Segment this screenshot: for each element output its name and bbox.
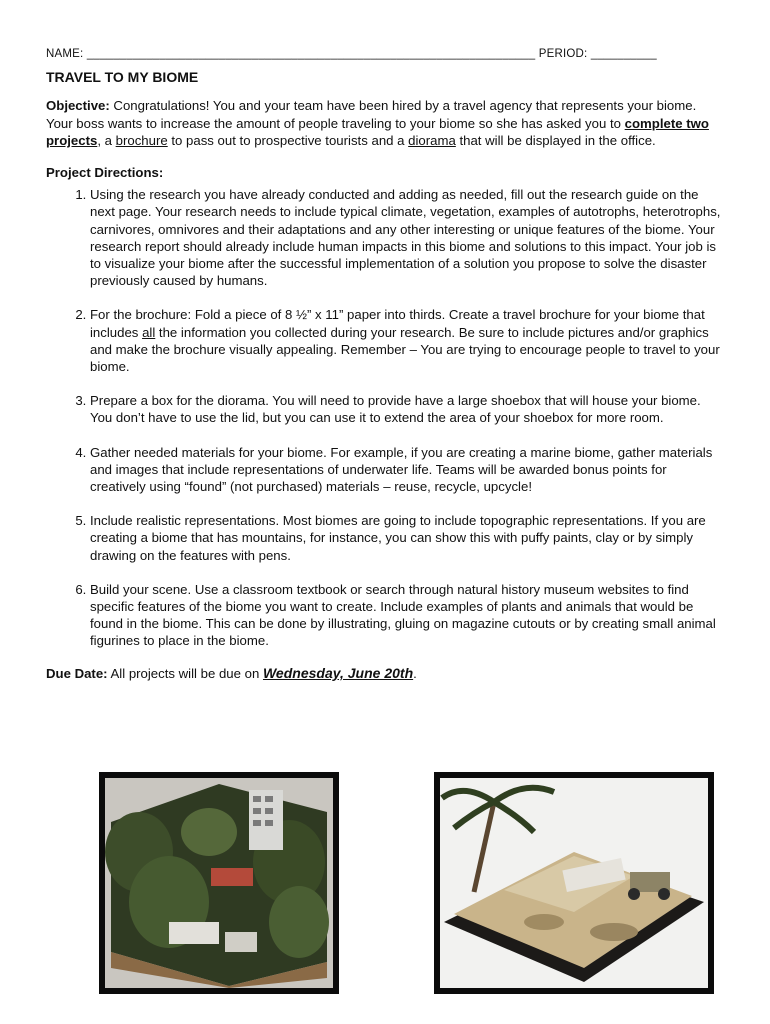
directions-list — [46, 186, 726, 649]
direction-text-5: Include realistic representations. Most biomes are going to include topographic representations. If you are creating a biome that has mountains, for instance, you can show this with puffy paints, clay or by simply drawing on the features with pens. — [90, 513, 706, 563]
due-end: . — [413, 665, 417, 681]
objective-text-2: , a — [97, 132, 116, 148]
header-line — [46, 46, 726, 63]
objective-text-4: that will be displayed in the office. — [455, 132, 656, 148]
objective-diorama: diorama — [408, 132, 456, 148]
direction-item-2 — [90, 306, 726, 375]
diorama-photo-forest-city — [99, 772, 339, 994]
objective-label: Objective: — [46, 98, 110, 114]
direction-text-2b: the information you collected during your research. Be sure to include pictures and/or graphics and make the brochure visually appealing. Remember – You are trying to encourage people to travel to your biome. — [90, 324, 720, 375]
objective-text-1: Congratulations! You and your team have been hired by a travel agency that represents your biome. Your boss wants to increase the amount of people traveling to your biome so she has asked you to — [46, 98, 697, 131]
due-text: All projects will be due on — [107, 665, 263, 681]
page-title: TRAVEL TO MY BIOME — [46, 69, 199, 86]
worksheet-page — [46, 46, 726, 682]
objective-brochure: brochure — [115, 132, 168, 148]
direction-text-1: Using the research you have already conducted and adding as needed, fill out the research guide on the next page. Your research needs to include typical climate, vegetation, examples of autotrophs, heterotrophs, carnivores, omnivores and their adaptations and any other interesting or unique features of the biome. Your research report should already include human impacts in this biome and solutions to this impact. Your job is to visualize your biome after the successful implementation of a solution you propose to solve the disaster previously caused by humans. — [90, 187, 721, 289]
direction-text-4: Gather needed materials for your biome. For example, if you are creating a marine biome, gather materials and images that include representations of underwater life. Teams will be awarded bonus points for creatively using “found” (not purchased) materials – reuse, recycle, upcycle! — [90, 444, 713, 495]
due-label: Due Date: — [46, 665, 108, 681]
direction-item-3 — [90, 392, 726, 426]
name-label: NAME: — [46, 48, 84, 60]
period-blank: __________ — [590, 48, 657, 60]
objective-paragraph — [46, 97, 726, 149]
direction-text-6: Build your scene. Use a classroom textbook or search through natural history museum websites to find specific features of the biome you want to create. Include examples of plants and animals that would be found in the biome. This can be done by illustrating, gluing on magazine cutouts or by creating small animal figurines to place in the biome. — [90, 581, 716, 649]
diorama-photo-desert — [434, 772, 714, 994]
due-date-value: Wednesday, June 20th — [262, 664, 414, 681]
direction-text-2-all: all — [142, 324, 156, 340]
objective-text-3: to pass out to prospective tourists and a — [167, 132, 409, 148]
direction-text-3: Prepare a box for the diorama. You will need to provide have a large shoebox that will house your biome. You don’t have to use the lid, but you can use it to extend the area of your shoebox for more room. — [90, 393, 701, 426]
direction-item-6 — [90, 581, 726, 650]
period-label: PERIOD: — [538, 48, 588, 60]
direction-item-5 — [90, 512, 726, 564]
direction-item-1 — [90, 186, 726, 289]
direction-text-2a: For the brochure: Fold a piece of 8 ½” x 11” paper into thirds. Create a travel brochure for your biome that includes — [90, 307, 705, 340]
due-date-line — [46, 665, 726, 682]
directions-heading: Project Directions: — [46, 165, 164, 181]
objective-emphasis: complete two projects — [46, 115, 709, 148]
name-blank: ____________________________________________________________________ — [86, 48, 536, 60]
direction-item-4 — [90, 444, 726, 496]
